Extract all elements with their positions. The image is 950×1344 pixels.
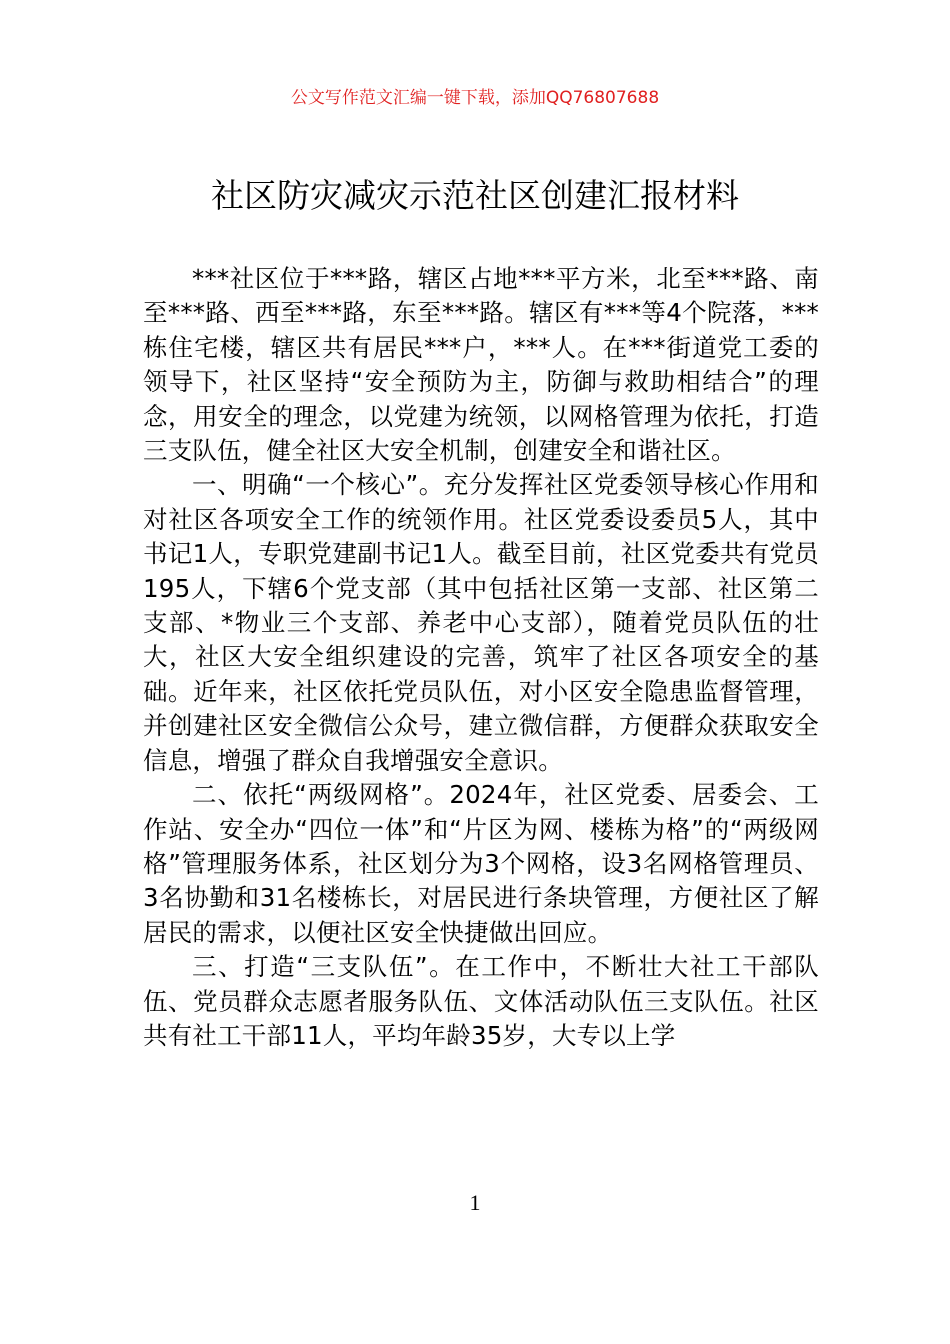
paragraph-section-2: 二、依托“两级网格”。2024年，社区党委、居委会、工作站、安全办“四位一体”和“片区为网、楼栋为格”的“两级网格”管理服务体系，社区划分为3个网格，设3名网格管理员、3名协勤和31名楼栋长，对居民进行条块管理，方便社区了解居民的需求，以便社区安全快捷做出回应。 [143,780,819,947]
document-title: 社区防灾减灾示范社区创建汇报材料 [211,176,739,215]
page-number: 1 [469,1190,481,1215]
paragraph-section-1: 一、明确“一个核心”。充分发挥社区党委领导核心作用和对社区各项安全工作的统领作用。社区党委设委员5人，其中书记1人，专职党建副书记1人。截至目前，社区党委共有党员195人，下辖6个党支部（其中包括社区第一支部、社区第二支部、*物业三个支部、养老中心支部），随着党员队伍的壮大，社区大安全组织建设的完善，筑牢了社区各项安全的基础。近年来，社区依托党员队伍，对小区安全隐患监督管理，并创建社区安全微信公众号，建立微信群，方便群众获取安全信息，增强了群众自我增强安全意识。 [143,470,819,775]
document-body [143,262,819,1053]
paragraph-intro: ***社区位于***路，辖区占地***平方米，北至***路、南至***路、西至***路，东至***路。辖区有***等4个院落，***栋住宅楼，辖区共有居民***户，***人。在***街道党工委的领导下，社区坚持“安全预防为主，防御与救助相结合”的理念，用安全的理念，以党建为统领，以网格管理为依托，打造三支队伍，健全社区大安全机制，创建安全和谐社区。 [143,264,819,466]
paragraph-section-3: 三、打造“三支队伍”。在工作中，不断壮大社工干部队伍、党员群众志愿者服务队伍、文体活动队伍三支队伍。社区共有社工干部11人，平均年龄35岁，大专以上学 [143,952,819,1050]
download-banner: 公文写作范文汇编一键下载，添加QQ76807688 [290,88,660,108]
